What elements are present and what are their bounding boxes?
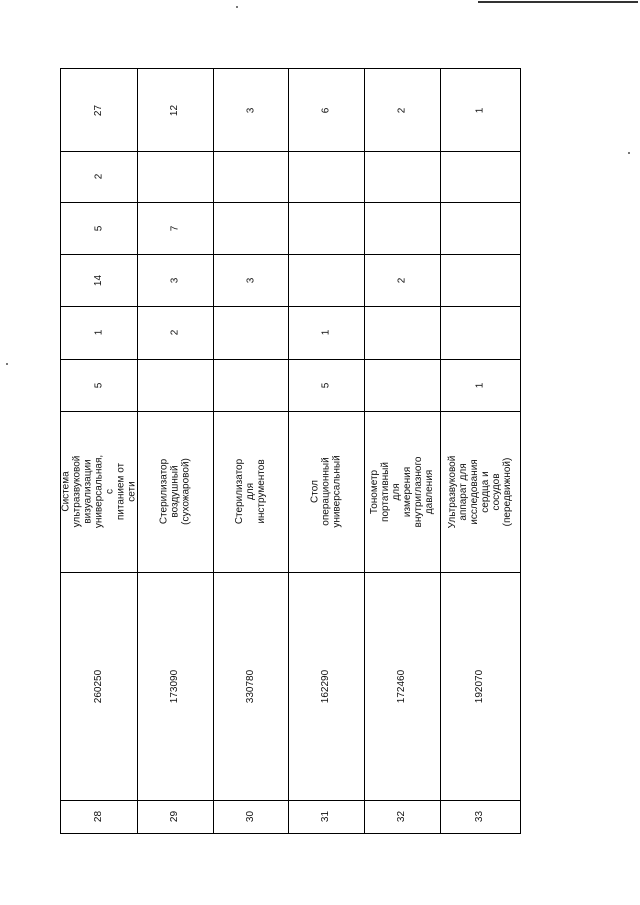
qty-col3-cell (364, 254, 440, 306)
qty-col3-value: 2 (396, 277, 408, 283)
row-number-cell (137, 800, 213, 833)
name-cell (364, 411, 440, 572)
equipment-name-line: измерения внутриглазного (402, 456, 424, 527)
equipment-table (60, 68, 521, 834)
row-number-value: 32 (396, 810, 408, 823)
total-cell (137, 69, 213, 151)
equipment-name-line: (сухожаровой) (180, 458, 192, 525)
qty-col1-cell (364, 359, 440, 411)
qty-col3-cell (288, 254, 364, 306)
qty-col2-value: 2 (169, 329, 181, 336)
qty-col3-cell (61, 254, 137, 306)
total-cell (288, 69, 364, 151)
qty-col1-cell (61, 359, 137, 411)
equipment-name-line: питанием от сети (115, 462, 138, 521)
qty-col4-cell (440, 202, 520, 254)
scan-edge-mark (476, 0, 640, 6)
qty-col5-value: 2 (93, 173, 105, 180)
qty-col4-value: 5 (93, 225, 105, 231)
total-value: 27 (93, 104, 105, 116)
qty-col2-cell (137, 306, 213, 359)
total-value: 3 (245, 107, 256, 113)
code-cell (137, 572, 213, 800)
code-cell (61, 572, 137, 800)
row-number-value: 31 (320, 810, 332, 823)
qty-col1-cell (288, 359, 364, 411)
code-value: 192070 (474, 669, 486, 703)
qty-col3-cell (137, 254, 213, 306)
row-number-cell (61, 800, 137, 833)
total-cell (213, 69, 288, 151)
row-number-value: 30 (245, 810, 256, 823)
equipment-name-line: Стерилизатор воздушный (158, 458, 181, 525)
scan-edge-line (478, 1, 638, 3)
name-cell (213, 411, 288, 572)
total-value: 1 (474, 107, 486, 113)
qty-col5-cell (61, 151, 137, 202)
qty-col2-value: 1 (93, 329, 105, 336)
total-value: 12 (169, 104, 181, 116)
code-value: 330780 (245, 669, 256, 703)
qty-col2-cell (61, 306, 137, 359)
name-cell (288, 411, 364, 572)
code-value: 172460 (396, 669, 408, 703)
equipment-name-line: Стерилизатор для инструментов (234, 458, 267, 525)
name-cell (61, 411, 137, 572)
qty-col1-cell (440, 359, 520, 411)
row-number-cell (213, 800, 288, 833)
qty-col3-value: 14 (93, 274, 105, 286)
equipment-name (234, 454, 267, 529)
total-cell (61, 69, 137, 151)
qty-col4-cell (61, 202, 137, 254)
qty-col1-cell (213, 359, 288, 411)
qty-col5-cell (288, 151, 364, 202)
equipment-name-line: давления (424, 469, 435, 514)
code-cell (364, 572, 440, 800)
qty-col4-cell (137, 202, 213, 254)
qty-col4-cell (213, 202, 288, 254)
total-value: 6 (320, 107, 332, 113)
qty-col3-value: 3 (169, 277, 181, 283)
qty-col1-value: 5 (93, 382, 105, 388)
equipment-name-line: Тонометр портативный для (369, 461, 402, 522)
equipment-name-line: Система ультразвуковой (60, 455, 83, 528)
equipment-name (369, 454, 435, 530)
qty-col3-cell (213, 254, 288, 306)
total-value: 2 (396, 107, 408, 113)
code-cell (440, 572, 520, 800)
qty-col5-cell (440, 151, 520, 202)
qty-col4-cell (364, 202, 440, 254)
equipment-name-line: Стол операционный (309, 457, 332, 526)
qty-col4-value: 7 (169, 225, 181, 231)
qty-col2-cell (288, 306, 364, 359)
equipment-name-line: (передвижной) (502, 457, 513, 526)
qty-col5-cell (364, 151, 440, 202)
row-number-value: 28 (93, 810, 105, 823)
row-number-cell (440, 800, 520, 833)
equipment-name-line: Ультразвуковой аппарат для (447, 455, 469, 528)
qty-col4-cell (288, 202, 364, 254)
qty-col3-value: 3 (245, 277, 256, 283)
qty-col1-value: 5 (320, 382, 332, 388)
scan-speck (236, 6, 238, 8)
scan-speck (6, 363, 8, 365)
equipment-name (159, 454, 192, 530)
qty-col2-cell (213, 306, 288, 359)
scan-speck (628, 152, 630, 154)
equipment-name (61, 454, 138, 530)
qty-col5-cell (213, 151, 288, 202)
equipment-name (447, 452, 513, 532)
name-cell (440, 411, 520, 572)
qty-col3-cell (440, 254, 520, 306)
qty-col5-cell (137, 151, 213, 202)
code-value: 260250 (93, 669, 105, 703)
row-number-value: 29 (169, 810, 181, 823)
row-number-value: 33 (474, 810, 486, 823)
qty-col2-value: 1 (320, 329, 332, 336)
total-cell (364, 69, 440, 151)
code-value: 173090 (169, 669, 181, 703)
total-cell (440, 69, 520, 151)
row-number-cell (288, 800, 364, 833)
name-cell (137, 411, 213, 572)
qty-col2-cell (364, 306, 440, 359)
qty-col1-value: 1 (474, 382, 486, 388)
code-cell (288, 572, 364, 800)
equipment-name-line: исследования сердца и сосудов (469, 458, 502, 525)
equipment-name-line: универсальный (331, 455, 343, 528)
equipment-name (310, 454, 343, 530)
equipment-name-line: визуализации универсальная, с (82, 454, 116, 529)
qty-col2-cell (440, 306, 520, 359)
row-number-cell (364, 800, 440, 833)
code-cell (213, 572, 288, 800)
code-value: 162290 (320, 669, 332, 703)
qty-col1-cell (137, 359, 213, 411)
